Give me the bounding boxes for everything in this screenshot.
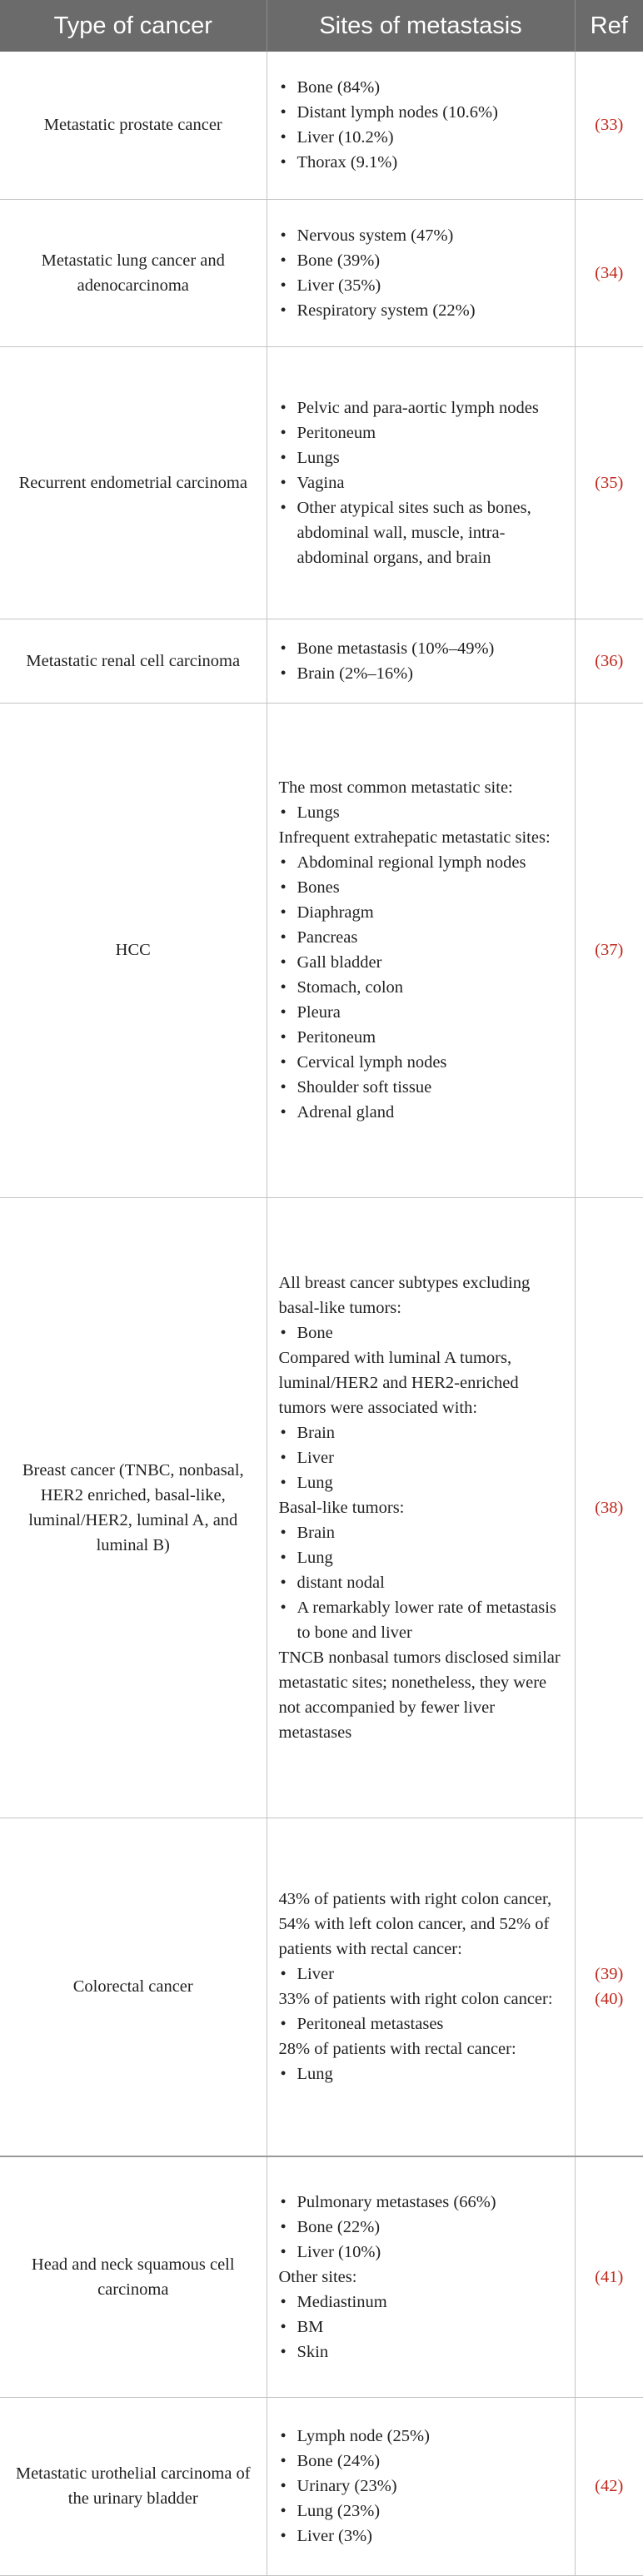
reference-cell <box>575 346 643 619</box>
site-group-heading: Basal-like tumors: <box>279 1495 565 1520</box>
header-sites-of-metastasis: Sites of metastasis <box>267 0 575 52</box>
site-list-item: • Liver (3%) <box>279 2524 565 2549</box>
site-list <box>279 1420 565 1495</box>
site-list-item: • Gall bladder <box>279 950 565 975</box>
table-row <box>0 619 643 703</box>
site-group-heading: TNCB nonbasal tumors disclosed similar metastatic sites; nonetheless, they were not accompanied by fewer liver metastases <box>279 1645 565 1745</box>
table-row <box>0 346 643 619</box>
header-type-of-cancer: Type of cancer <box>0 0 267 52</box>
site-list-item: • Thorax (9.1%) <box>279 150 565 175</box>
site-list-item: • Shoulder soft tissue <box>279 1075 565 1100</box>
site-list <box>279 800 565 825</box>
reference-link[interactable]: (33) <box>576 112 643 137</box>
site-list-item: • Lung <box>279 1545 565 1570</box>
site-list-item: • Peritoneum <box>279 420 565 445</box>
metastasis-sites-cell <box>267 52 575 199</box>
site-list-item: • Urinary (23%) <box>279 2474 565 2499</box>
site-list-item: • Lung (23%) <box>279 2499 565 2524</box>
site-list-item: • Mediastinum <box>279 2290 565 2315</box>
metastasis-sites-cell <box>267 346 575 619</box>
site-list-item: • Bone <box>279 1320 565 1345</box>
site-list-item: • Lungs <box>279 445 565 470</box>
metastasis-sites-cell <box>267 199 575 346</box>
site-list-item: • Stomach, colon <box>279 975 565 1000</box>
metastasis-sites-cell <box>267 1197 575 1818</box>
site-list-item: • Other atypical sites such as bones, abdominal wall, muscle, intra-abdominal organs, and brain <box>279 495 565 570</box>
cancer-type-cell: Metastatic lung cancer and adenocarcinoma <box>0 199 267 346</box>
reference-cell <box>575 199 643 346</box>
site-list-item: • Pancreas <box>279 925 565 950</box>
site-list-item: • Lungs <box>279 800 565 825</box>
site-list <box>279 1520 565 1645</box>
site-list-item: • Vagina <box>279 470 565 495</box>
site-list-item: • Adrenal gland <box>279 1100 565 1125</box>
site-list-item: • distant nodal <box>279 1570 565 1595</box>
site-list-item: • Cervical lymph nodes <box>279 1050 565 1075</box>
table-row <box>0 199 643 346</box>
cancer-type-cell: Metastatic urothelial carcinoma of the urinary bladder <box>0 2397 267 2575</box>
site-list-item: • Lung <box>279 2061 565 2086</box>
site-list-item: • Peritoneum <box>279 1025 565 1050</box>
reference-link[interactable]: (37) <box>576 937 643 962</box>
reference-link[interactable]: (38) <box>576 1495 643 1520</box>
reference-cell <box>575 52 643 199</box>
reference-link[interactable]: (40) <box>576 1987 643 2012</box>
cancer-type-cell: Metastatic renal cell carcinoma <box>0 619 267 703</box>
site-list-item: • Skin <box>279 2340 565 2365</box>
site-list-item: • Liver (10%) <box>279 2240 565 2265</box>
reference-link[interactable]: (36) <box>576 649 643 674</box>
reference-cell <box>575 619 643 703</box>
site-list-item: • Abdominal regional lymph nodes <box>279 850 565 875</box>
site-list-item: • Brain <box>279 1420 565 1445</box>
site-list <box>279 2012 565 2036</box>
reference-link[interactable]: (42) <box>576 2474 643 2499</box>
site-list-item: • Pleura <box>279 1000 565 1025</box>
cancer-type-cell: Metastatic prostate cancer <box>0 52 267 199</box>
reference-link[interactable]: (34) <box>576 261 643 286</box>
metastasis-sites-cell <box>267 2156 575 2397</box>
site-list-item: • Bone (39%) <box>279 248 565 273</box>
site-group-heading: Compared with luminal A tumors, luminal/HER2 and HER2-enriched tumors were associated with: <box>279 1345 565 1420</box>
site-list-item: • BM <box>279 2315 565 2340</box>
table-row <box>0 2156 643 2397</box>
cancer-type-cell: HCC <box>0 703 267 1197</box>
reference-cell <box>575 1818 643 2156</box>
site-list <box>279 2424 565 2549</box>
site-list-item: • Peritoneal metastases <box>279 2012 565 2036</box>
site-list-item: • Brain <box>279 1520 565 1545</box>
reference-link[interactable]: (41) <box>576 2265 643 2290</box>
table-row <box>0 1818 643 2156</box>
site-list <box>279 223 565 323</box>
site-list-item: • Liver <box>279 1445 565 1470</box>
site-group-heading: 33% of patients with right colon cancer: <box>279 1987 565 2012</box>
reference-cell <box>575 2156 643 2397</box>
site-list <box>279 850 565 1125</box>
metastasis-sites-cell <box>267 2397 575 2575</box>
site-list <box>279 2190 565 2265</box>
metastasis-sites-cell <box>267 1818 575 2156</box>
site-group-heading: All breast cancer subtypes excluding basal-like tumors: <box>279 1271 565 1320</box>
table-row <box>0 1197 643 1818</box>
site-list-item: • Liver (35%) <box>279 273 565 298</box>
site-list <box>279 1962 565 1987</box>
site-list-item: • Diaphragm <box>279 900 565 925</box>
site-group-heading: 28% of patients with rectal cancer: <box>279 2036 565 2061</box>
site-group-heading: Other sites: <box>279 2265 565 2290</box>
table-row <box>0 2397 643 2575</box>
site-group-heading: Infrequent extrahepatic metastatic sites: <box>279 825 565 850</box>
cancer-type-cell: Colorectal cancer <box>0 1818 267 2156</box>
reference-link[interactable]: (39) <box>576 1962 643 1987</box>
table-header <box>0 0 643 52</box>
site-list-item: • Bone metastasis (10%–49%) <box>279 636 565 661</box>
site-group-heading: 43% of patients with right colon cancer, 54% with left colon cancer, and 52% of patients with rectal cancer: <box>279 1887 565 1962</box>
cancer-type-cell: Breast cancer (TNBC, nonbasal, HER2 enriched, basal-like, luminal/HER2, luminal A, and luminal B) <box>0 1197 267 1818</box>
reference-cell <box>575 1197 643 1818</box>
site-list-item: • Bone (24%) <box>279 2449 565 2474</box>
reference-cell <box>575 703 643 1197</box>
header-ref: Ref <box>575 0 643 52</box>
site-list-item: • Bone (84%) <box>279 75 565 100</box>
site-group-heading: The most common metastatic site: <box>279 775 565 800</box>
site-list-item: • Pelvic and para-aortic lymph nodes <box>279 395 565 420</box>
site-list-item: • Liver <box>279 1962 565 1987</box>
site-list-item: • Lymph node (25%) <box>279 2424 565 2449</box>
site-list-item: • Lung <box>279 1470 565 1495</box>
table-row <box>0 52 643 199</box>
site-list-item: • Nervous system (47%) <box>279 223 565 248</box>
site-list-item: • Pulmonary metastases (66%) <box>279 2190 565 2215</box>
reference-link[interactable]: (35) <box>576 470 643 495</box>
table-body <box>0 52 643 2575</box>
reference-cell <box>575 2397 643 2575</box>
site-list-item: • A remarkably lower rate of metastasis to bone and liver <box>279 1595 565 1645</box>
site-list-item: • Respiratory system (22%) <box>279 298 565 323</box>
site-list <box>279 2290 565 2365</box>
table-row <box>0 703 643 1197</box>
site-list <box>279 1320 565 1345</box>
site-list <box>279 2061 565 2086</box>
site-list-item: • Distant lymph nodes (10.6%) <box>279 100 565 125</box>
metastasis-sites-cell <box>267 619 575 703</box>
site-list <box>279 75 565 175</box>
cancer-type-cell: Head and neck squamous cell carcinoma <box>0 2156 267 2397</box>
site-list <box>279 395 565 570</box>
metastasis-sites-cell <box>267 703 575 1197</box>
site-list-item: • Liver (10.2%) <box>279 125 565 150</box>
cancer-type-cell: Recurrent endometrial carcinoma <box>0 346 267 619</box>
site-list-item: • Bones <box>279 875 565 900</box>
site-list <box>279 636 565 686</box>
site-list-item: • Bone (22%) <box>279 2215 565 2240</box>
site-list-item: • Brain (2%–16%) <box>279 661 565 686</box>
